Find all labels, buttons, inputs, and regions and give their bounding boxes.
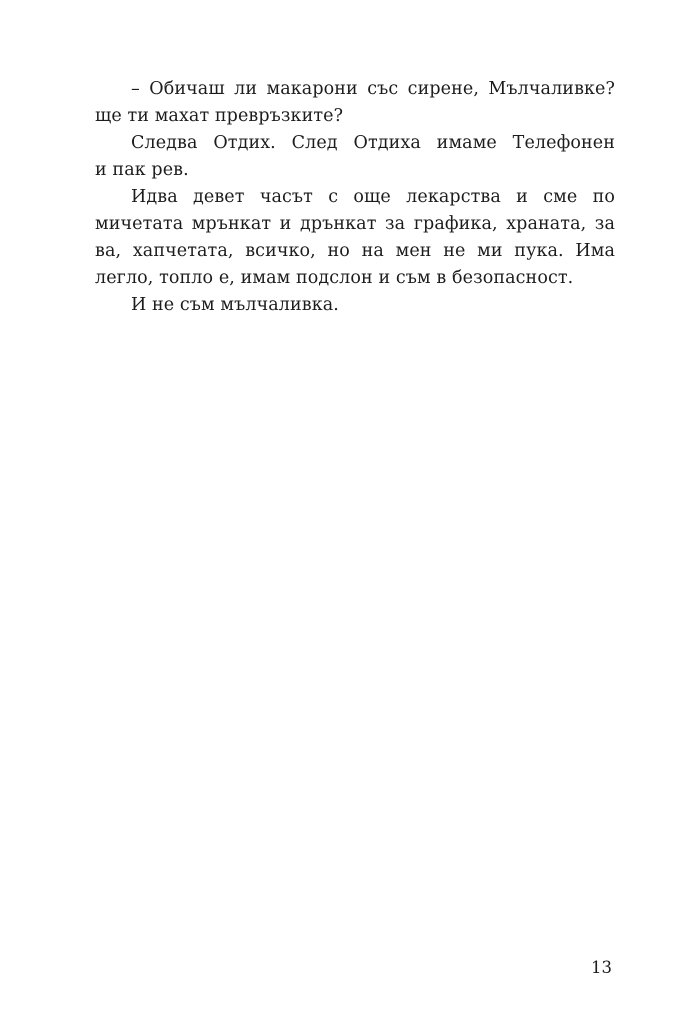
text-line: мичетата мрънкат и дрънкат за графика, храната, за — [95, 214, 615, 234]
paragraph — [95, 292, 615, 319]
paragraph — [95, 76, 615, 130]
text-line: ще ти махат превръзките? — [95, 106, 344, 126]
text-line: Идва девет часът с още лекарства и сме по — [131, 187, 615, 207]
text-line: Следва Отдих. След Отдиха имаме Телефонен — [131, 133, 615, 153]
paragraph — [95, 184, 615, 292]
text-line: легло, топло е, имам подслон и съм в безопасност. — [95, 268, 574, 288]
text-line: – Обичаш ли макарони със сирене, Мълчаливке? — [131, 79, 615, 99]
text-line: и пак рев. — [95, 160, 189, 180]
page-number: 13 — [591, 958, 612, 977]
text-line: И не съм мълчаливка. — [131, 295, 339, 315]
text-line: ва, хапчетата, всичко, но на мен не ми пука. Има — [95, 241, 615, 261]
paragraph — [95, 130, 615, 184]
body-text — [95, 76, 615, 319]
